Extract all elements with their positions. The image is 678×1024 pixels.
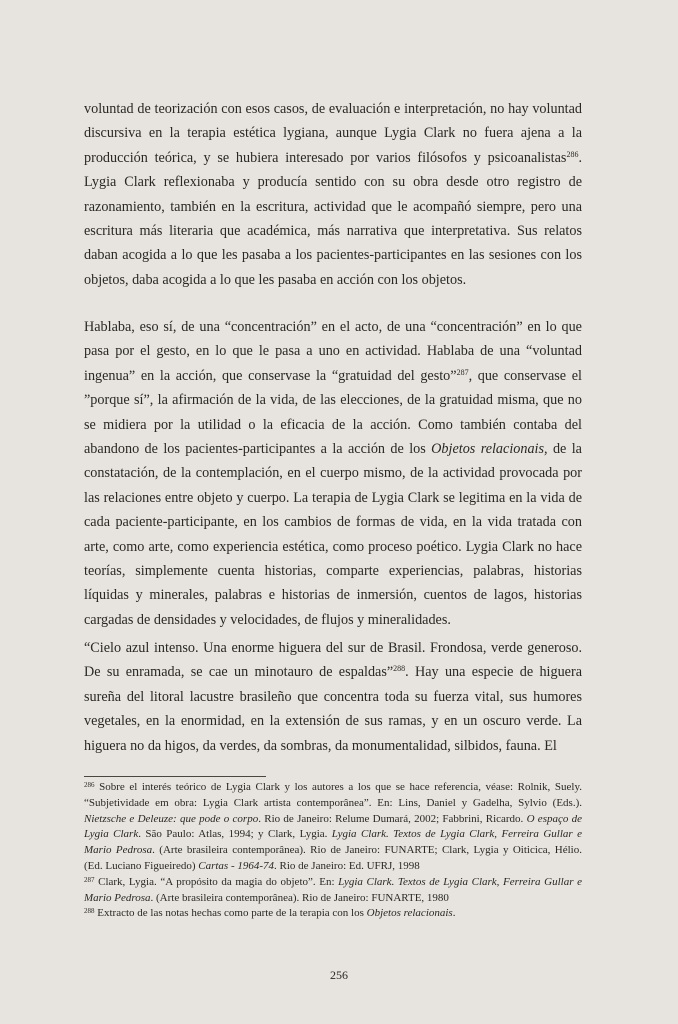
body-paragraph-3: “Cielo azul intenso. Una enorme higuera del sur de Brasil. Frondosa, verde generoso. De su enramada, se cae un minotauro de espaldas”$^{288}$. Hay una especie de higuera sureña del litoral lacustre brasileño que concentra toda su fuerza vital, sus humores vegetales, en la enormidad, en la extensión de sus ramas, y en un oscuro verde. La higuera no da higos, da verdes, da sombras, da monumentalidad, silbidos, fauna. El bbox=[84, 640, 582, 754]
footnote-288: $^{288}$ Extracto de las notas hechas como parte de la terapia con los Objetos relacionais. bbox=[84, 907, 456, 920]
body-paragraph-1: voluntad de teorización con esos casos, de evaluación e interpretación, no hay voluntad discursiva en la terapia estética lygiana, aunque Lygia Clark no fuera ajena a la producción teórica, y se hubiera interesado por varios filósofos y psicoanalistas$^{286}$. Lygia Clark reflexionaba y producía sentido con su obra desde otro registro de razonamiento, también en la escritura, actividad que le acompañó siempre, pero una escritura más literaria que académica, más narrativa que interpretativa. Sus relatos daban acogida a lo que les pasaba a los pacientes-participantes en las sesiones con los objetos, daba acogida a lo que les pasaba en acción con los objetos. bbox=[84, 101, 582, 288]
footnote-divider bbox=[84, 776, 266, 777]
footnote-marker: 286 bbox=[566, 149, 579, 159]
italic-title: Cartas - 1964-74 bbox=[198, 859, 275, 872]
footnote-287: $^{287}$ Clark, Lygia. “A propósito da magia do objeto”. En: Lygia Clark. Textos de Lygia Clark, Ferreira Gullar e Mario Pedrosa. (Arte brasileira contemporânea). Rio de Janeiro: FUNARTE, 1980 bbox=[84, 875, 582, 904]
footnote-marker: 288 bbox=[84, 907, 95, 916]
italic-title: Objetos relacionais bbox=[431, 441, 545, 458]
italic-title: Lygia Clark. Textos de Lygia Clark, Ferreira Gullar e Mario Pedrosa bbox=[84, 875, 582, 904]
italic-title: O espaço de Lygia Clark bbox=[84, 812, 583, 841]
footnote-marker: 286 bbox=[84, 781, 95, 789]
footnote-286: $^{286}$ Sobre el interés teórico de Lygia Clark y los autores a los que se hace referencia, véase: Rolnik, Suely. “Subjetividade em obra: Lygia Clark artista contemporânea”. En: Lins, Daniel y Gadelha, Sylvio (Eds.). Nietzsche e Deleuze: que pode o corpo. Rio de Janeiro: Relume Dumará, 2002; Fabbrini, Ricardo. O espaço de Lygia Clark. São Paulo: Atlas, 1994; y Clark, Lygia. Lygia Clark. Textos de Lygia Clark, Ferreira Gullar e Mario Pedrosa. (Arte brasileira contemporânea). Rio de Janeiro: FUNARTE; Clark, Lygia y Oiticica, Hélio. (Ed. Luciano Figueiredo) Cartas - 1964-74. Rio de Janeiro: Ed. UFRJ, 1998 bbox=[84, 781, 583, 872]
footnote-marker: 288 bbox=[393, 664, 406, 674]
page-number: 256 bbox=[330, 968, 348, 982]
footnote-marker: 287 bbox=[456, 367, 469, 377]
italic-title: Objetos relacionais bbox=[366, 907, 453, 920]
italic-title: Nietzsche e Deleuze: que pode o corpo bbox=[84, 812, 259, 825]
footnotes bbox=[84, 780, 582, 922]
footnote-marker: 287 bbox=[84, 875, 95, 884]
italic-title: Lygia Clark. Textos de Lygia Clark, Ferreira Gullar e Mario Pedrosa bbox=[84, 828, 582, 857]
body-paragraph-2: Hablaba, eso sí, de una “concentración” en el acto, de una “concentración” en lo que pasa por el gesto, en lo que le pasa a uno en actividad. Hablaba de una “voluntad ingenua” en la acción, que conservase la “gratuidad del gesto”$^{287}$, que conservase el ”porque sí”, la afirmación de la vida, de las elecciones, de la gratuidad misma, que no se midiera por la utilidad o la eficacia de la acción. Como también contaba del abandono de los pacientes-participantes a la acción de los Objetos relacionais, de la constatación, de la contemplación, en el cuerpo mismo, de la actividad provocada por las relaciones entre objeto y cuerpo. La terapia de Lygia Clark se legitima en la vida de cada paciente-participante, en los cambios de formas de vida, en la vida tratada con arte, como arte, como experiencia estética, como proceso poético. Lygia Clark no hace teorías, simplemente cuenta historias, comparte experiencias, palabras, historias líquidas y minerales, palabras e historias de inmersión, cuentos de lagos, historias cargadas de densidades y velocidades, de flujos y mineralidades. bbox=[84, 319, 582, 628]
